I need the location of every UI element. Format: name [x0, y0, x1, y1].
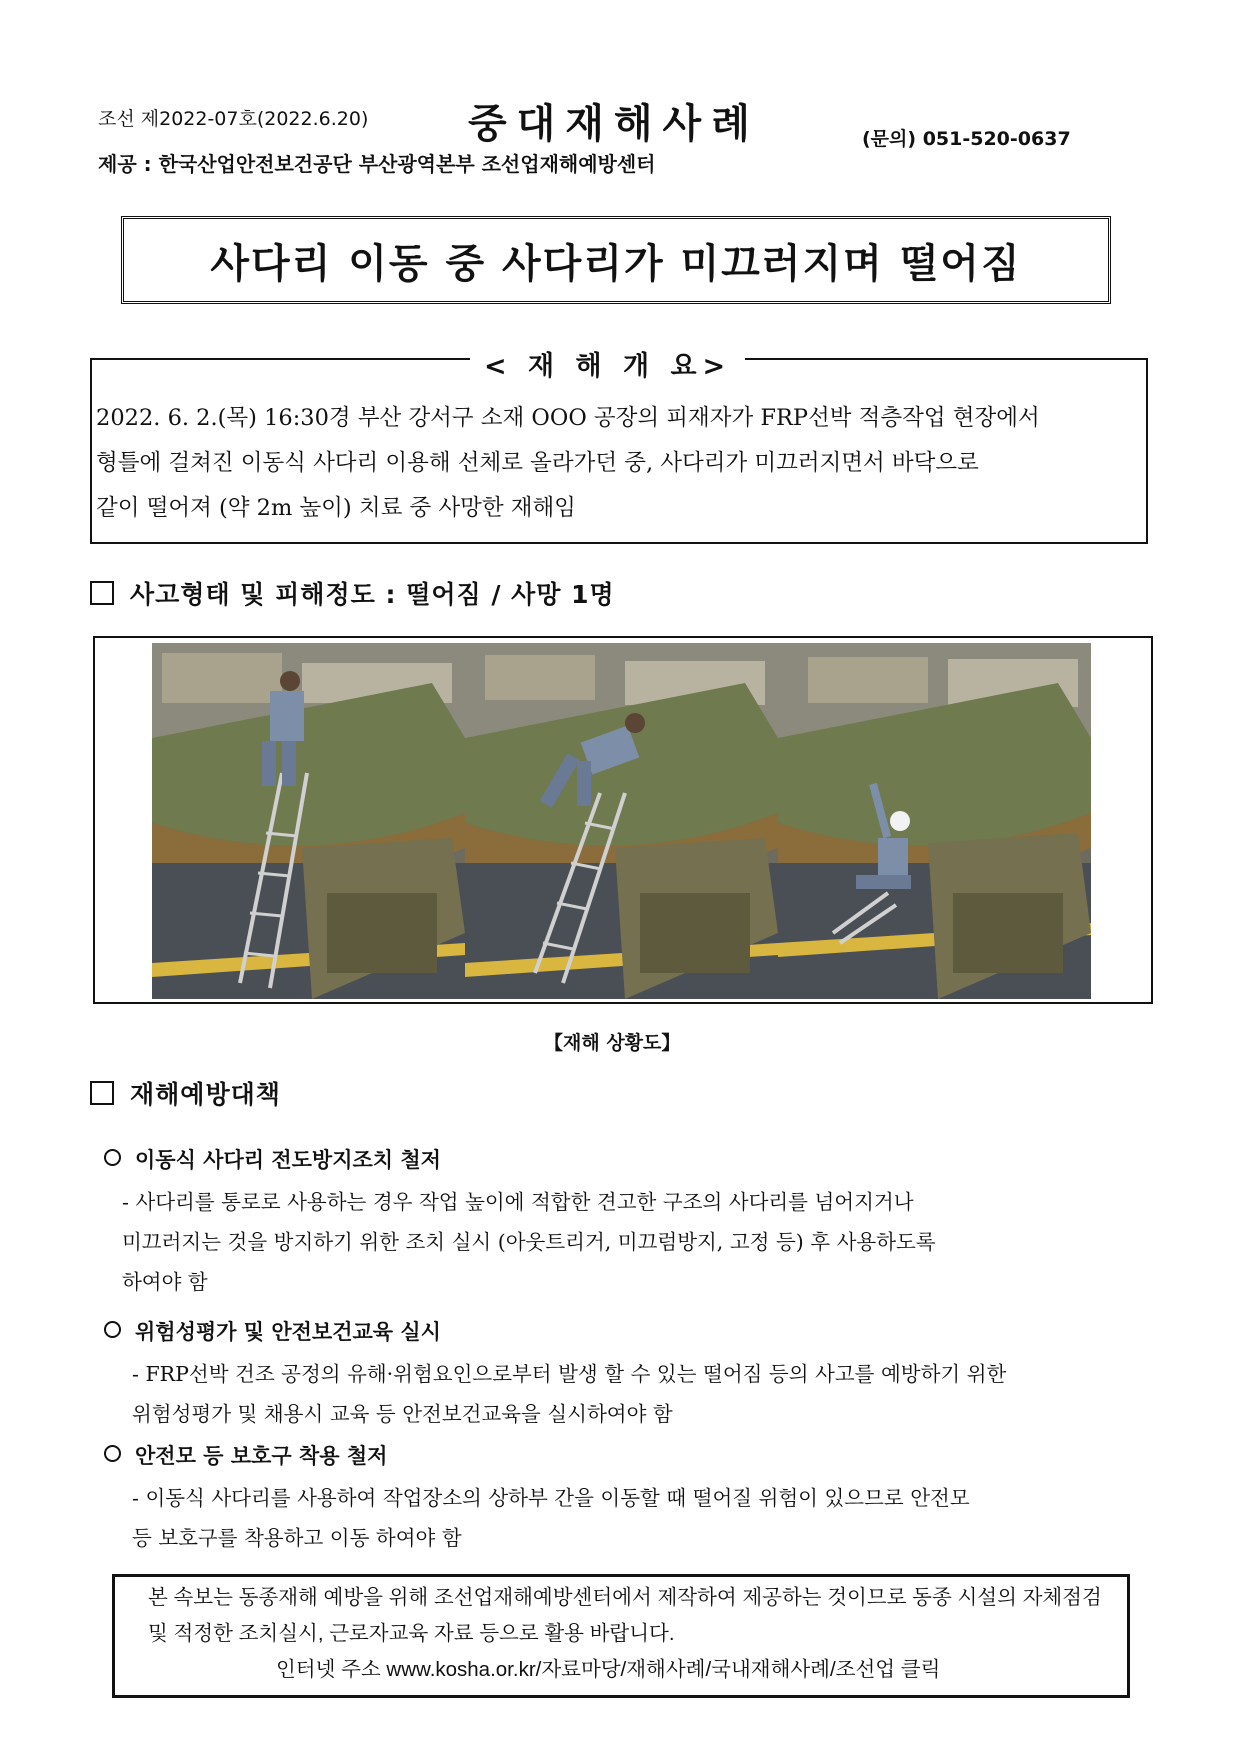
document-title: 중대재해사례 — [468, 101, 760, 147]
accident-type-text: 사고형태 및 피해정도 : 떨어짐 / 사망 1명 — [130, 580, 615, 609]
checkbox-square-icon — [90, 581, 114, 605]
headline-box — [121, 216, 1111, 304]
prevention-heading — [90, 1075, 281, 1111]
overview-title: < 재 해 개 요> — [470, 344, 745, 383]
accident-photo-1 — [152, 643, 465, 999]
prevention-item-3-detail: - 이동식 사다리를 사용하여 작업장소의 상하부 간을 이동할 때 떨어질 위험이 있으므로 안전모 등 보호구를 착용하고 이동 하여야 함 — [132, 1486, 970, 1550]
footer-url-link[interactable]: 인터넷 주소 www.kosha.or.kr/자료마당/재해사례/국내재해사례/조선업 클릭 — [276, 1658, 941, 1681]
prevention-item-title: 안전모 등 보호구 착용 철저 — [135, 1444, 388, 1468]
checkbox-square-icon — [90, 1081, 114, 1105]
prevention-item-3-title — [104, 1440, 387, 1470]
prevention-item-1-detail: - 사다리를 통로로 사용하는 경우 작업 높이에 적합한 견고한 구조의 사다리를 넘어지거나 미끄러지는 것을 방지하기 위한 조치 실시 (아웃트리거, 미끄럼방지, 고정 등) 후 사용하도록 하여야 함 — [122, 1190, 936, 1294]
prevention-heading-text: 재해예방대책 — [130, 1080, 281, 1109]
accident-photo-3 — [778, 643, 1091, 999]
document-number: 조선 제2022-07호(2022.6.20) — [98, 108, 369, 130]
accident-photo-strip — [152, 643, 1092, 999]
prevention-item-2-title — [104, 1316, 441, 1346]
prevention-item-title: 이동식 사다리 전도방지조치 철저 — [135, 1148, 441, 1172]
contact-phone: (문의) 051-520-0637 — [862, 128, 1071, 150]
prevention-item-1-title — [104, 1144, 441, 1174]
accident-type-heading — [90, 575, 615, 611]
accident-photo-2 — [465, 643, 778, 999]
photo-caption: 【재해 상황도】 — [544, 1032, 681, 1054]
circle-bullet-icon — [104, 1445, 121, 1462]
overview-text: 2022. 6. 2.(목) 16:30경 부산 강서구 소재 OOO 공장의 피재자가 FRP선박 적층작업 현장에서 형틀에 걸쳐진 이동식 사다리 이용해 선체로 올라가던 중, 사다리가 미끄러지면서 바닥으로 같이 떨어져 (약 2m 높이) 치료 중 사망한 재해임 — [96, 405, 1040, 521]
prevention-item-2-detail: - FRP선박 건조 공정의 유해·위험요인으로부터 발생 할 수 있는 떨어짐 등의 사고를 예방하기 위한 위험성평가 및 채용시 교육 등 안전보건교육을 실시하여야 함 — [132, 1362, 1007, 1426]
headline: 사다리 이동 중 사다리가 미끄러지며 떨어짐 — [210, 240, 1022, 287]
circle-bullet-icon — [104, 1149, 121, 1166]
provider-line: 제공 : 한국산업안전보건공단 부산광역본부 조선업재해예방센터 — [98, 152, 656, 176]
prevention-item-title: 위험성평가 및 안전보건교육 실시 — [135, 1320, 441, 1344]
circle-bullet-icon — [104, 1321, 121, 1338]
footer-notice: 본 속보는 동종재해 예방을 위해 조선업재해예방센터에서 제작하여 제공하는 것이므로 동종 시설의 자체점검 및 적정한 조치실시, 근로자교육 자료 등으로 활용 바랍니다. — [148, 1586, 1102, 1645]
